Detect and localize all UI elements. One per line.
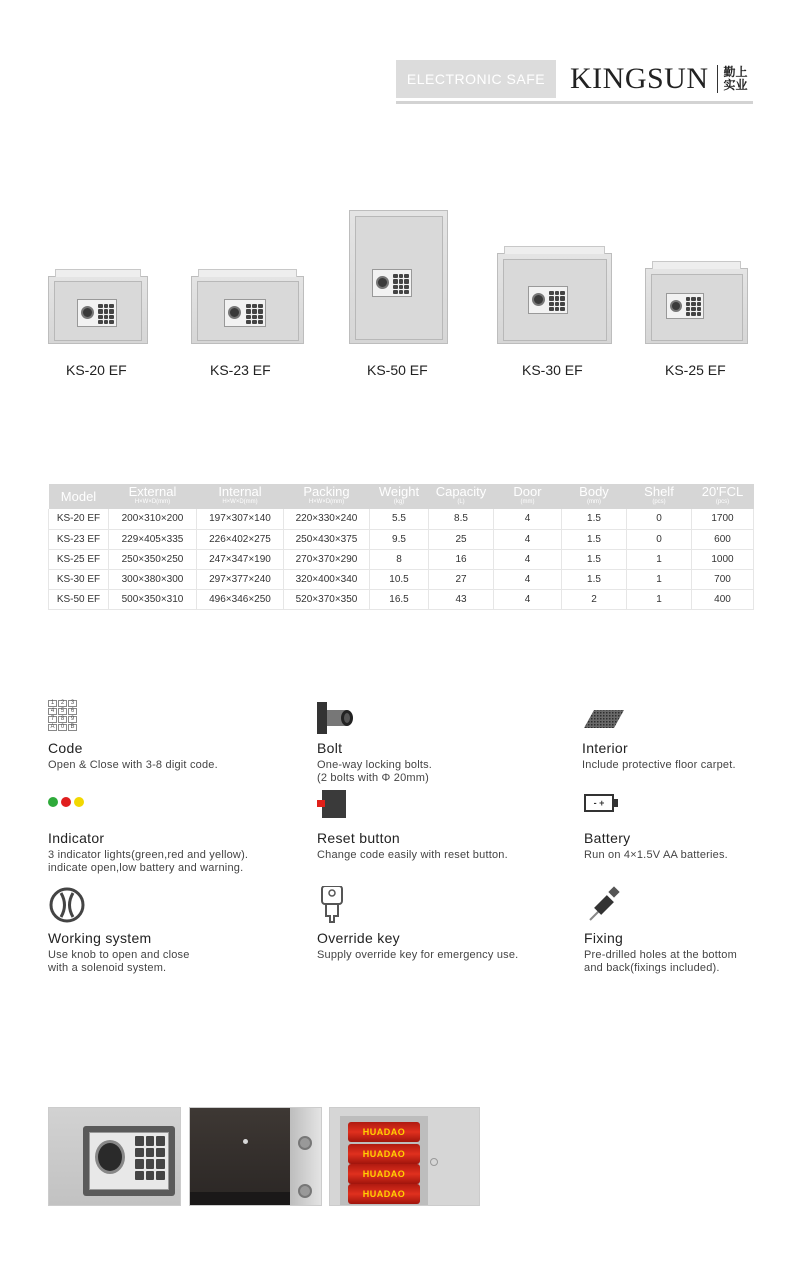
header-unit: H×W×D(mm) bbox=[134, 498, 171, 505]
spec-table bbox=[48, 484, 754, 610]
table-cell: 1.5 bbox=[562, 549, 627, 569]
table-cell: 300×380×300 bbox=[109, 569, 197, 589]
product-ks-23 bbox=[191, 276, 305, 346]
safe-knob-icon bbox=[532, 293, 545, 306]
table-cell: 320×400×340 bbox=[284, 569, 370, 589]
table-cell: 250×430×375 bbox=[284, 529, 370, 549]
safe-image bbox=[497, 253, 612, 344]
safe-image bbox=[645, 268, 748, 344]
spec-table-header-cell bbox=[494, 484, 562, 509]
safe-lock-panel bbox=[77, 299, 117, 327]
product-model-label: KS-23 EF bbox=[210, 362, 271, 378]
table-cell: 1 bbox=[627, 549, 692, 569]
table-cell: 43 bbox=[429, 589, 494, 609]
table-cell: 500×350×310 bbox=[109, 589, 197, 609]
feature-indicator bbox=[48, 786, 288, 875]
table-cell: 197×307×140 bbox=[197, 509, 284, 529]
brand-chinese-name: 勤上实业 bbox=[723, 65, 748, 92]
feature-bolt bbox=[317, 700, 557, 785]
product-ks-20 bbox=[48, 276, 148, 346]
feature-battery bbox=[584, 786, 800, 862]
product-model-label: KS-50 EF bbox=[367, 362, 428, 378]
header-label: Body bbox=[579, 483, 609, 499]
table-cell: 1 bbox=[627, 569, 692, 589]
reset-button-icon bbox=[317, 786, 557, 822]
table-cell: 16.5 bbox=[370, 589, 429, 609]
keypad-icon bbox=[135, 1136, 165, 1180]
feature-description: Use knob to open and close with a solenoid system. bbox=[48, 949, 190, 974]
feature-reset-button bbox=[317, 786, 557, 862]
table-row bbox=[49, 529, 754, 549]
table-cell: 25 bbox=[429, 529, 494, 549]
table-cell: 1000 bbox=[692, 549, 754, 569]
safe-knob-icon bbox=[376, 276, 389, 289]
header-rule bbox=[396, 101, 753, 104]
safe-knob-icon bbox=[81, 306, 94, 319]
battery-icon: HUADAO bbox=[348, 1164, 420, 1184]
product-model-label: KS-30 EF bbox=[522, 362, 583, 378]
header-label: Door bbox=[513, 483, 542, 499]
keypad-key: 8 bbox=[58, 716, 67, 723]
carpet bbox=[190, 1192, 290, 1206]
table-cell: 700 bbox=[692, 569, 754, 589]
keypad-key: 2 bbox=[58, 700, 67, 707]
spec-table-header-cell bbox=[197, 484, 284, 509]
table-cell: 400 bbox=[692, 589, 754, 609]
key-icon bbox=[317, 886, 557, 922]
table-cell: 4 bbox=[494, 529, 562, 549]
feature-title: Code bbox=[48, 740, 83, 756]
spec-table-header-cell bbox=[370, 484, 429, 509]
keypad-key: 9 bbox=[68, 716, 77, 723]
table-cell: 229×405×335 bbox=[109, 529, 197, 549]
feature-title: Override key bbox=[317, 930, 400, 946]
photo-batteries bbox=[329, 1107, 480, 1206]
safe-image bbox=[48, 276, 148, 344]
table-cell: 226×402×275 bbox=[197, 529, 284, 549]
indicator-lights-icon bbox=[48, 786, 288, 822]
safe-keypad-icon bbox=[98, 304, 114, 324]
header-label: Shelf bbox=[644, 483, 674, 499]
safe-image bbox=[349, 210, 448, 344]
feature-title: Fixing bbox=[584, 930, 624, 946]
product-ks-30 bbox=[497, 253, 613, 346]
safe-lock-panel bbox=[528, 286, 568, 314]
spec-table-header-cell bbox=[562, 484, 627, 509]
knob-icon bbox=[48, 886, 288, 922]
table-cell: 247×347×190 bbox=[197, 549, 284, 569]
header-label: Packing bbox=[303, 483, 350, 499]
product-model-label: KS-20 EF bbox=[66, 362, 127, 378]
feature-description: Pre-drilled holes at the bottom and back(fixings included). bbox=[584, 949, 737, 974]
table-cell: 0 bbox=[627, 529, 692, 549]
feature-title: Battery bbox=[584, 830, 631, 846]
keypad-key: 6 bbox=[68, 708, 77, 715]
green-light-icon bbox=[48, 797, 58, 807]
feature-fixing bbox=[584, 886, 800, 975]
safe-knob-icon bbox=[228, 306, 241, 319]
keypad-key: 5 bbox=[58, 708, 67, 715]
feature-description: Open & Close with 3-8 digit code. bbox=[48, 759, 218, 771]
keypad-key: 3 bbox=[68, 700, 77, 707]
table-cell: KS-23 EF bbox=[49, 529, 109, 549]
safe-keypad-icon bbox=[393, 274, 409, 294]
feature-interior bbox=[582, 700, 800, 772]
spec-table-header-cell bbox=[49, 484, 109, 509]
spec-table-body bbox=[49, 509, 754, 609]
keypad-key: 4 bbox=[48, 708, 57, 715]
keypad-key: B bbox=[68, 724, 77, 731]
safe-lock-panel bbox=[372, 269, 412, 297]
table-cell: 297×377×240 bbox=[197, 569, 284, 589]
photo-lock-panel bbox=[48, 1107, 181, 1206]
photo-interior bbox=[189, 1107, 322, 1206]
keypad-key: 0 bbox=[58, 724, 67, 731]
spec-table-header-cell bbox=[692, 484, 754, 509]
brand-name: KINGSUN bbox=[570, 62, 709, 95]
header-unit: (mm) bbox=[587, 498, 601, 505]
brand-separator bbox=[717, 65, 718, 93]
bolt-icon bbox=[298, 1184, 312, 1198]
safe-image bbox=[191, 276, 304, 344]
spec-table-header-cell bbox=[627, 484, 692, 509]
safe-keypad-icon bbox=[246, 304, 263, 324]
feature-title: Working system bbox=[48, 930, 152, 946]
product-ks-25 bbox=[645, 268, 749, 346]
table-cell: 16 bbox=[429, 549, 494, 569]
table-cell: 27 bbox=[429, 569, 494, 589]
table-row bbox=[49, 509, 754, 529]
battery-icon bbox=[584, 786, 800, 822]
table-cell: 10.5 bbox=[370, 569, 429, 589]
table-cell: 270×370×290 bbox=[284, 549, 370, 569]
feature-override-key bbox=[317, 886, 557, 962]
header-unit: (mm) bbox=[520, 498, 535, 505]
header-tag: ELECTRONIC SAFE bbox=[396, 60, 556, 98]
table-cell: 1.5 bbox=[562, 569, 627, 589]
feature-description: Supply override key for emergency use. bbox=[317, 949, 519, 961]
table-cell: 250×350×250 bbox=[109, 549, 197, 569]
table-cell: KS-20 EF bbox=[49, 509, 109, 529]
safe-lock-panel bbox=[666, 293, 704, 319]
feature-description: Include protective floor carpet. bbox=[582, 759, 736, 771]
feature-description: One-way locking bolts. (2 bolts with Φ 20mm) bbox=[317, 759, 433, 784]
safe-keypad-icon bbox=[686, 297, 701, 316]
header-unit: H×W×D(mm) bbox=[308, 498, 345, 505]
table-cell: KS-25 EF bbox=[49, 549, 109, 569]
table-row bbox=[49, 569, 754, 589]
battery-polarity-label: - + bbox=[593, 798, 605, 808]
keypad-icon bbox=[48, 700, 288, 736]
red-light-icon bbox=[61, 797, 71, 807]
feature-title: Bolt bbox=[317, 740, 343, 756]
brand-logo bbox=[570, 60, 752, 98]
table-cell: 0 bbox=[627, 509, 692, 529]
screwdriver-icon bbox=[584, 886, 800, 922]
feature-description: Run on 4×1.5V AA batteries. bbox=[584, 849, 728, 861]
product-ks-50 bbox=[349, 210, 449, 346]
spec-table-header-cell bbox=[109, 484, 197, 509]
header-label: External bbox=[128, 483, 177, 499]
table-cell: 4 bbox=[494, 549, 562, 569]
table-cell: 8 bbox=[370, 549, 429, 569]
spec-table-header-row bbox=[49, 484, 754, 509]
table-cell: KS-50 EF bbox=[49, 589, 109, 609]
safe-keypad-icon bbox=[549, 291, 565, 311]
hole-icon bbox=[243, 1139, 248, 1144]
feature-description: Change code easily with reset button. bbox=[317, 849, 508, 861]
table-cell: 220×330×240 bbox=[284, 509, 370, 529]
battery-icon: HUADAO bbox=[348, 1184, 420, 1204]
table-cell: 496×346×250 bbox=[197, 589, 284, 609]
keypad-key: A bbox=[48, 724, 57, 731]
table-cell: 1700 bbox=[692, 509, 754, 529]
table-cell: 1.5 bbox=[562, 529, 627, 549]
keypad-key: 7 bbox=[48, 716, 57, 723]
carpet-icon bbox=[582, 700, 800, 736]
table-cell: KS-30 EF bbox=[49, 569, 109, 589]
table-cell: 4 bbox=[494, 509, 562, 529]
feature-working-system bbox=[48, 886, 288, 975]
header-unit: H×W×D(mm) bbox=[222, 498, 258, 505]
header-unit: (pcs) bbox=[715, 498, 730, 505]
feature-title: Reset button bbox=[317, 830, 400, 846]
feature-description: 3 indicator lights(green,red and yellow). indicate open,low battery and warning. bbox=[48, 849, 249, 874]
table-row bbox=[49, 589, 754, 609]
spec-table-header-cell bbox=[284, 484, 370, 509]
table-cell: 5.5 bbox=[370, 509, 429, 529]
knob-icon bbox=[95, 1140, 125, 1174]
product-model-label: KS-25 EF bbox=[665, 362, 726, 378]
table-cell: 520×370×350 bbox=[284, 589, 370, 609]
battery-icon: HUADAO bbox=[348, 1122, 420, 1142]
screw-hole-icon bbox=[430, 1158, 438, 1166]
spec-table-header-cell bbox=[429, 484, 494, 509]
table-cell: 600 bbox=[692, 529, 754, 549]
safe-lock-panel bbox=[224, 299, 266, 327]
header-label: 20'FCL bbox=[701, 483, 744, 499]
table-cell: 9.5 bbox=[370, 529, 429, 549]
header-unit: (L) bbox=[457, 498, 465, 505]
safe-knob-icon bbox=[670, 300, 682, 312]
table-cell: 8.5 bbox=[429, 509, 494, 529]
feature-code bbox=[48, 700, 288, 772]
table-row bbox=[49, 549, 754, 569]
table-cell: 200×310×200 bbox=[109, 509, 197, 529]
keypad-key: 1 bbox=[48, 700, 57, 707]
feature-title: Interior bbox=[582, 740, 628, 756]
table-cell: 1.5 bbox=[562, 509, 627, 529]
header-label: Internal bbox=[218, 483, 262, 499]
header-label: Capacity bbox=[435, 483, 487, 499]
yellow-light-icon bbox=[74, 797, 84, 807]
feature-title: Indicator bbox=[48, 830, 105, 846]
battery-icon: HUADAO bbox=[348, 1144, 420, 1164]
header-label: Weight bbox=[378, 483, 420, 499]
header-label: Model bbox=[60, 489, 97, 504]
table-cell: 4 bbox=[494, 589, 562, 609]
bolt-icon bbox=[317, 700, 557, 736]
header-unit: (kg) bbox=[393, 498, 405, 505]
bolt-icon bbox=[298, 1136, 312, 1150]
table-cell: 2 bbox=[562, 589, 627, 609]
table-cell: 1 bbox=[627, 589, 692, 609]
table-cell: 4 bbox=[494, 569, 562, 589]
header-unit: (pcs) bbox=[652, 498, 666, 505]
